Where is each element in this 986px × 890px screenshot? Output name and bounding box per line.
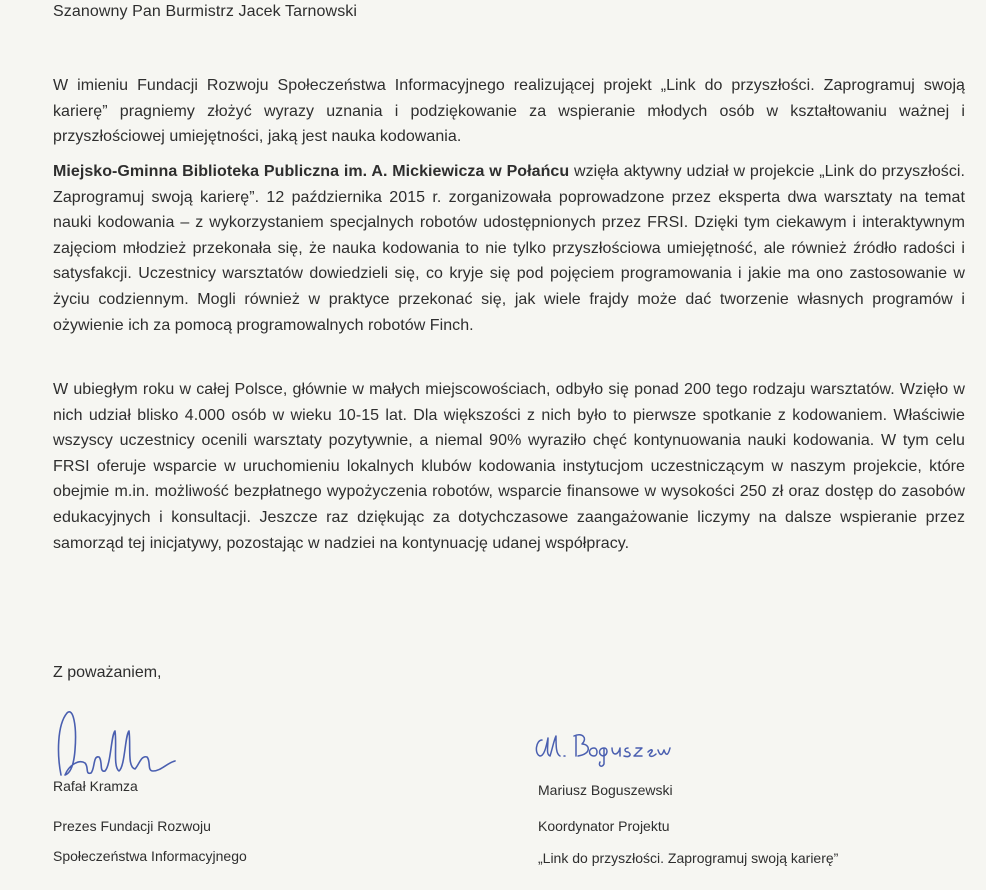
- signer-right-name: Mariusz Boguszewski: [538, 782, 673, 798]
- signature-rafal-kramza-icon: [55, 705, 185, 780]
- signer-left-title-line2: Społeczeństwa Informacyjnego: [53, 848, 247, 864]
- library-name: Miejsko-Gminna Biblioteka Publiczna im. A. Mickiewicza w Połańcu: [53, 163, 570, 180]
- paragraph-intro: W imieniu Fundacji Rozwoju Społeczeństwa Informacyjnego realizującej projekt „Link do przyszłości. Zaprogramuj swoją karierę” pragniemy złożyć wyrazy uznania i podziękowanie za wspieranie młodych osób w kształtowaniu ważnej i przyszłościowej umiejętności, jaką jest nauka kodowania.: [53, 77, 965, 146]
- salutation: Szanowny Pan Burmistrz Jacek Tarnowski: [53, 3, 358, 20]
- signer-right-title-line1: Koordynator Projektu: [538, 818, 670, 834]
- paragraph-library: [53, 159, 965, 338]
- paragraph-library-text: wzięła aktywny udział w projekcie „Link do przyszłości. Zaprogramuj swoją karierę”. 12 października 2015 r. zorganizowała poprowadzone przez eksperta dwa warsztaty na temat nauki kodowania – z wykorzystaniem specjalnych robotów udostępnionych przez FRSI. Dzięki tym ciekawym i interaktywnym zajęciom młodzież przekonała się, że nauka kodowania to nie tylko przyszłościowa umiejętność, ale również źródło radości i satysfakcji. Uczestnicy warsztatów dowiedzieli się, co kryje się pod pojęciem programowania i jakie ma ono zastosowanie w życiu codziennym. Mogli również w praktyce przekonać się, jak wiele frajdy może dać tworzenie własnych programów i ożywienie ich za pomocą programowalnych robotów Finch.: [53, 163, 965, 334]
- closing: Z poważaniem,: [53, 664, 162, 681]
- signer-left-name: Rafał Kramza: [53, 778, 138, 794]
- signature-mariusz-boguszewski-icon: [532, 728, 672, 768]
- signer-right-title-line2: „Link do przyszłości. Zaprogramuj swoją karierę”: [538, 850, 839, 866]
- paragraph-summary: W ubiegłym roku w całej Polsce, głównie w małych miejscowościach, odbyło się ponad 200 tego rodzaju warsztatów. Wzięło w nich udział blisko 4.000 osób w wieku 10-15 lat. Dla większości z nich było to pierwsze spotkanie z kodowaniem. Właściwie wszyscy uczestnicy ocenili warsztaty pozytywnie, a niemal 90% wyraziło chęć kontynuowania nauki kodowania. W tym celu FRSI oferuje wsparcie w uruchomieniu lokalnych klubów kodowania instytucjom uczestniczącym w naszym projekcie, które obejmie m.in. możliwość bezpłatnego wypożyczenia robotów, wsparcie finansowe w wysokości 250 zł oraz dostęp do zasobów edukacyjnych i konsultacji. Jeszcze raz dziękując za dotychczasowe zaangażowanie liczymy na dalsze wspieranie przez samorząd tej inicjatywy, pozostając w nadziei na kontynuację udanej współpracy.: [53, 381, 965, 552]
- signer-left-title-line1: Prezes Fundacji Rozwoju: [53, 818, 211, 834]
